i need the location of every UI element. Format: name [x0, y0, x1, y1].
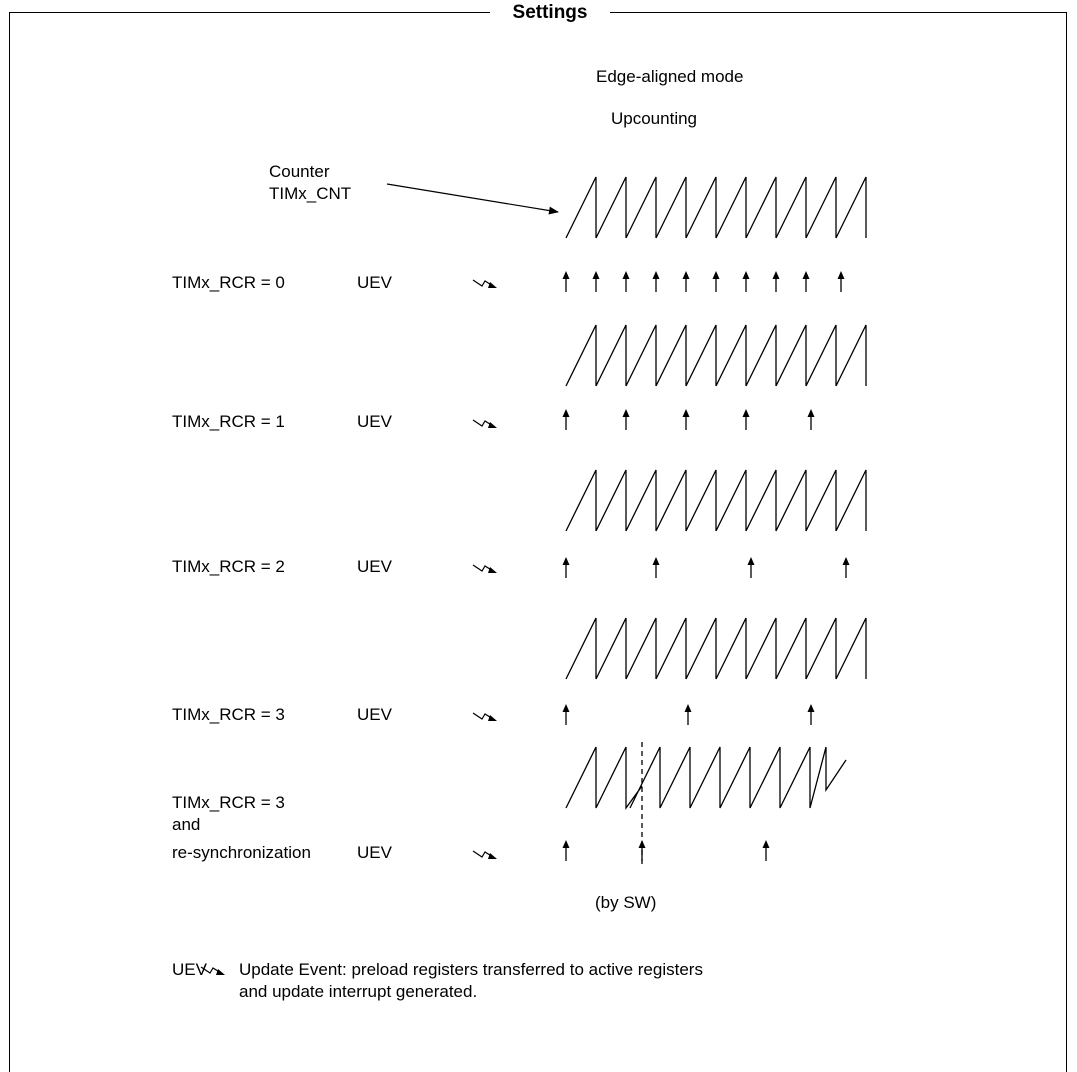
row-uev-resync: UEV — [357, 843, 392, 862]
uev-arrow-rcr3 — [685, 704, 692, 725]
uev-arrow-rcr3 — [808, 704, 815, 725]
row-uev-rcr1: UEV — [357, 412, 392, 431]
lightning-icon — [473, 280, 497, 288]
uev-symbols — [201, 280, 497, 975]
uev-arrow-rcr0 — [838, 271, 845, 292]
uev-arrow-resync — [563, 840, 570, 861]
counter-register-label: TIMx_CNT — [269, 184, 352, 203]
counter-wave-main — [566, 177, 866, 238]
lightning-icon — [473, 565, 497, 573]
uev-arrow-rcr0 — [623, 271, 630, 292]
mode-label: Edge-aligned mode — [596, 67, 744, 86]
uev-arrow-rcr0 — [683, 271, 690, 292]
counter-wave-resync — [566, 747, 846, 808]
counter-pointer-line — [387, 184, 558, 212]
counter-wave-rcr1 — [566, 325, 866, 386]
row-label-rcr3: TIMx_RCR = 3 — [172, 705, 285, 724]
uev-arrow-rcr0 — [653, 271, 660, 292]
row-label-resync-line2: and — [172, 815, 201, 834]
by-sw-label: (by SW) — [595, 893, 657, 912]
uev-arrow-rcr0 — [563, 271, 570, 292]
counter-wave-rcr2 — [566, 470, 866, 531]
row-label-resync-line1: TIMx_RCR = 3 — [172, 793, 285, 812]
counter-label: Counter — [269, 162, 330, 181]
lightning-icon — [473, 713, 497, 721]
lightning-icon — [473, 420, 497, 428]
row-label-rcr1: TIMx_RCR = 1 — [172, 412, 285, 431]
counter-wave-rcr3 — [566, 618, 866, 679]
direction-label: Upcounting — [611, 109, 698, 128]
uev-arrow-rcr0 — [713, 271, 720, 292]
legend-description-line2: and update interrupt generated. — [239, 982, 478, 1001]
row-label-rcr2: TIMx_RCR = 2 — [172, 557, 285, 576]
row-label-rcr0: TIMx_RCR = 0 — [172, 273, 285, 292]
figure-title: Settings — [490, 1, 610, 25]
uev-arrow-rcr0 — [773, 271, 780, 292]
uev-arrow-rcr0 — [593, 271, 600, 292]
legend-description-line1: Update Event: preload registers transferred to active registers — [239, 960, 703, 979]
uev-arrow-resync — [763, 840, 770, 861]
uev-arrow-rcr2 — [748, 557, 755, 578]
uev-arrow-rcr1 — [683, 409, 690, 430]
row-uev-rcr3: UEV — [357, 705, 392, 724]
legend-uev-label: UEV — [172, 960, 207, 979]
uev-arrow-rcr1 — [623, 409, 630, 430]
uev-arrow-rcr0 — [743, 271, 750, 292]
uev-arrow-rcr0 — [803, 271, 810, 292]
uev-arrow-rcr3 — [563, 704, 570, 725]
lightning-icon — [473, 851, 497, 859]
uev-arrow-rcr2 — [653, 557, 660, 578]
uev-arrow-rcr2 — [843, 557, 850, 578]
uev-arrow-rcr2 — [563, 557, 570, 578]
uev-arrow-rcr1 — [563, 409, 570, 430]
row-uev-rcr2: UEV — [357, 557, 392, 576]
uev-arrow-rcr1 — [808, 409, 815, 430]
row-label-resync-line3: re-synchronization — [172, 843, 311, 862]
uev-arrow-rcr1 — [743, 409, 750, 430]
row-uev-rcr0: UEV — [357, 273, 392, 292]
